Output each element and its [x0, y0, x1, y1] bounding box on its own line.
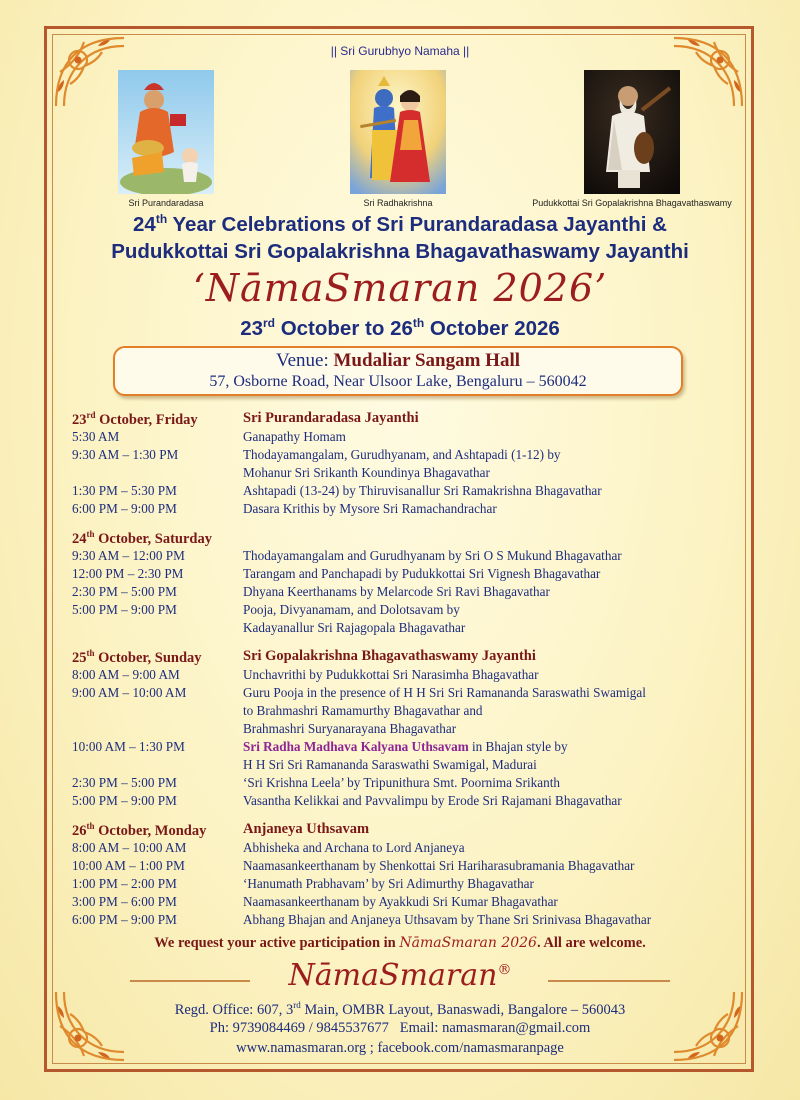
program-time: 10:00 AM – 1:00 PM — [72, 858, 185, 873]
program-time: 5:30 AM — [72, 429, 120, 444]
program-time: 12:00 PM – 2:30 PM — [72, 566, 184, 581]
program-description: Naamasankeerthanam by Shenkottai Sri Hariharasubramania Bhagavathar — [243, 858, 635, 873]
invitation-line: We request your active participation in NāmaSmaran 2026. All are welcome. — [154, 935, 646, 951]
schedule-row — [72, 667, 752, 685]
schedule-row — [72, 465, 752, 483]
schedule-row — [72, 602, 752, 620]
program-description: H H Sri Sri Ramananda Saraswathi Swamigal, Madurai — [243, 757, 537, 772]
invocation-text: || Sri Gurubhyo Namaha || — [330, 44, 470, 58]
program-description: ‘Sri Krishna Leela’ by Tripunithura Smt. Poornima Srikanth — [243, 775, 560, 790]
schedule-day — [72, 821, 752, 930]
event-dates: 23rd October to 26th October 2026 — [240, 316, 560, 340]
schedule-day — [72, 529, 752, 638]
schedule-day — [72, 410, 752, 519]
program-description: Kadayanallur Sri Rajagopala Bhagavathar — [243, 620, 466, 635]
day-date: 24th October, Saturday — [72, 529, 212, 547]
day-event-title: Sri Purandaradasa Jayanthi — [243, 410, 419, 426]
program-description: Abhang Bhajan and Anjaneya Uthsavam by Thane Sri Srinivasa Bhagavathar — [243, 912, 652, 927]
purandaradasa-image — [118, 70, 214, 194]
program-description: Thodayamangalam and Gurudhyanam by Sri O S Mukund Bhagavathar — [243, 548, 622, 563]
program-description: Vasantha Kelikkai and Pavvalimpu by Erode Sri Rajamani Bhagavathar — [243, 793, 622, 808]
day-date: 25th October, Sunday — [72, 648, 202, 666]
program-description: Brahmashri Suryanarayana Bhagavathar — [243, 721, 457, 736]
schedule-row — [72, 840, 752, 858]
day-event-title: Anjaneya Uthsavam — [243, 821, 370, 837]
contact-line: Ph: 9739084469 / 9845537677 Email: namasmaran@gmail.com — [209, 1020, 591, 1036]
program-time: 9:30 AM – 1:30 PM — [72, 447, 179, 462]
day-heading — [72, 410, 752, 429]
schedule-row — [72, 775, 752, 793]
program-description: Unchavrithi by Pudukkottai Sri Narasimha Bhagavathar — [243, 667, 539, 682]
program-time: 5:00 PM – 9:00 PM — [72, 602, 177, 617]
program-description: Mohanur Sri Srikanth Koundinya Bhagavathar — [243, 465, 490, 480]
schedule-row — [72, 703, 752, 721]
day-event-title: Sri Gopalakrishna Bhagavathaswamy Jayanthi — [243, 648, 536, 664]
program-time: 2:30 PM – 5:00 PM — [72, 584, 177, 599]
program-time: 1:30 PM – 5:30 PM — [72, 483, 177, 498]
highlight-program: Sri Radha Madhava Kalyana Uthsavam — [243, 739, 469, 754]
program-time: 6:00 PM – 9:00 PM — [72, 912, 177, 927]
program-time: 10:00 AM – 1:30 PM — [72, 739, 185, 754]
program-time: 6:00 PM – 9:00 PM — [72, 501, 177, 516]
portrait-caption: Sri Purandaradasa — [128, 198, 204, 208]
schedule-row — [72, 757, 752, 775]
schedule-row — [72, 912, 752, 930]
program-description: Dasara Krithis by Mysore Sri Ramachandrachar — [243, 501, 497, 516]
schedule-day — [72, 648, 752, 811]
program-description: Sri Radha Madhava Kalyana Uthsavam in Bhajan style by — [243, 739, 568, 754]
program-time: 1:00 PM – 2:00 PM — [72, 876, 177, 891]
schedule-row — [72, 483, 752, 501]
program-time: 2:30 PM – 5:00 PM — [72, 775, 177, 790]
program-time: 9:30 AM – 12:00 PM — [72, 548, 185, 563]
program-description: Dhyana Keerthanams by Melarcode Sri Ravi Bhagavathar — [243, 584, 550, 599]
schedule-row — [72, 584, 752, 602]
program-time: 8:00 AM – 10:00 AM — [72, 840, 187, 855]
schedule-row — [72, 876, 752, 894]
venue-address: 57, Osborne Road, Near Ulsoor Lake, Bengaluru – 560042 — [209, 373, 587, 390]
headline-line-2: Pudukkottai Sri Gopalakrishna Bhagavathaswamy Jayanthi — [111, 240, 689, 263]
schedule-row — [72, 858, 752, 876]
schedule — [72, 410, 752, 940]
program-description: Guru Pooja in the presence of H H Sri Sri Ramananda Saraswathi Swamigal — [243, 685, 646, 700]
radhakrishna-image — [350, 70, 446, 194]
program-description: Abhisheka and Archana to Lord Anjaneya — [243, 840, 465, 855]
program-description: Naamasankeerthanam by Ayakkudi Sri Kumar Bhagavathar — [243, 894, 558, 909]
venue-line: Venue: Mudaliar Sangam Hall — [275, 350, 521, 371]
portrait-caption: Pudukkottai Sri Gopalakrishna Bhagavathaswamy — [532, 198, 732, 208]
day-heading — [72, 648, 752, 667]
program-time: 3:00 PM – 6:00 PM — [72, 894, 177, 909]
schedule-row — [72, 894, 752, 912]
venue-box — [113, 346, 683, 396]
schedule-row — [72, 501, 752, 519]
office-address: Regd. Office: 607, 3rd Main, OMBR Layout, Banaswadi, Bangalore – 560043 — [174, 1000, 626, 1018]
schedule-row — [72, 447, 752, 465]
program-time: 9:00 AM – 10:00 AM — [72, 685, 187, 700]
schedule-row — [72, 429, 752, 447]
schedule-row — [72, 721, 752, 739]
headline-line-1: 24th Year Celebrations of Sri Purandaradasa Jayanthi & — [133, 212, 667, 236]
schedule-row — [72, 620, 752, 638]
program-description: ‘Hanumath Prabhavam’ by Sri Adimurthy Bhagavathar — [243, 876, 534, 891]
schedule-row — [72, 566, 752, 584]
program-description: Ashtapadi (13-24) by Thiruvisanallur Sri Ramakrishna Bhagavathar — [243, 483, 602, 498]
day-heading — [72, 529, 752, 548]
program-description: Pooja, Divyanamam, and Dolotsavam by — [243, 602, 460, 617]
brand-title: ‘NāmaSmaran 2026’ — [192, 266, 608, 310]
schedule-row — [72, 793, 752, 811]
program-time: 5:00 PM – 9:00 PM — [72, 793, 177, 808]
program-description: Thodayamangalam, Gurudhyanam, and Ashtapadi (1-12) by — [243, 447, 561, 462]
program-time: 8:00 AM – 9:00 AM — [72, 667, 180, 682]
portrait-caption: Sri Radhakrishna — [363, 198, 433, 208]
day-heading — [72, 821, 752, 840]
web-links: www.namasmaran.org ; facebook.com/namasmaranpage — [236, 1040, 564, 1056]
day-date: 23rd October, Friday — [72, 410, 198, 428]
schedule-row — [72, 739, 752, 757]
program-description: Tarangam and Panchapadi by Pudukkottai Sri Vignesh Bhagavathar — [243, 566, 601, 581]
program-description: Ganapathy Homam — [243, 429, 346, 444]
program-description: to Brahmashri Ramamurthy Bhagavathar and — [243, 703, 483, 718]
day-date: 26th October, Monday — [72, 821, 207, 839]
schedule-row — [72, 548, 752, 566]
schedule-row — [72, 685, 752, 703]
bhagavathaswamy-image — [584, 70, 680, 194]
footer-brand: NāmaSmaran® — [288, 958, 512, 993]
